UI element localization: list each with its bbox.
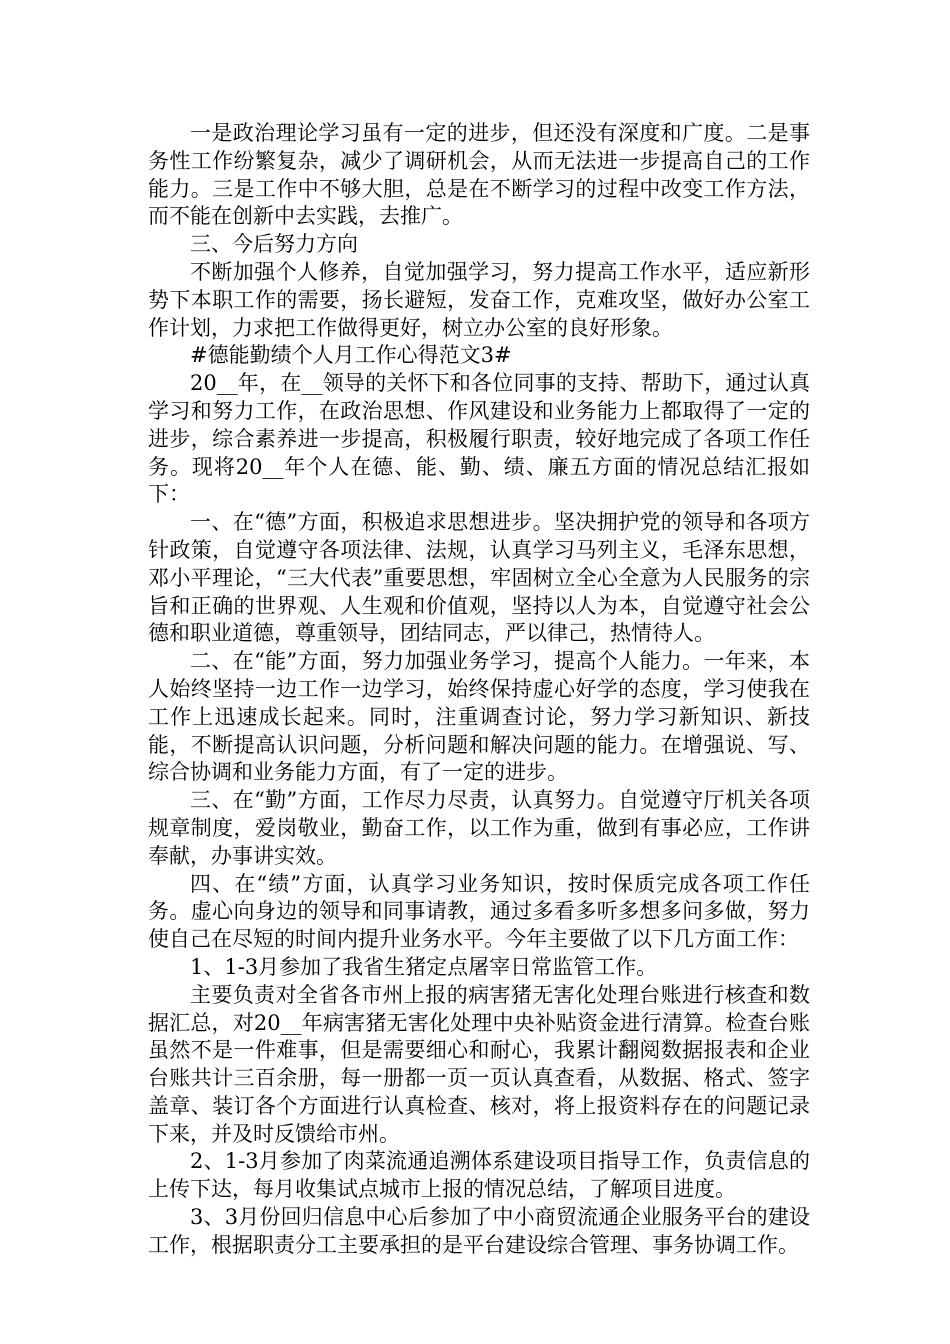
paragraph-qin: 三、在“勤”方面，工作尽力尽责，认真努力。自觉遵守厅机关各项规章制度，爱岗敬业，勤奋工作，以工作为重，做到有事必应，工作讲奉献，办事讲实效。 [148, 788, 810, 868]
paragraph-future-direction: 不断加强个人修养，自觉加强学习，努力提高工作水平，适应新形势下本职工作的需要，扬长避短，发奋工作，克难攻坚，做好办公室工作计划，力求把工作做得更好，树立办公室的良好形象。 [148, 259, 810, 340]
document-body [148, 120, 810, 1260]
paragraph-neng: 二、在“能”方面，努力加强业务学习，提高个人能力。一年来，本人始终坚持一边工作一边学习，始终保持虚心好学的态度，学习使我在工作上迅速成长起来。同时，注重调查讨论，努力学习新知识、新技能，不断提高认识问题，分析问题和解决问题的能力。在增强说、写、综合协调和业务能力方面，有了一定的进步。 [148, 649, 810, 785]
paragraph-item-1-detail: 主要负责对全省各市州上报的病害猪无害化处理台账进行核查和数据汇总，对20__年病害猪无害化处理中央补贴资金进行清算。检查台账虽然不是一件难事，但是需要细心和耐心，我累计翻阅数据报表和企业台账共计三百余册，每一册都一页一页认真查看，从数据、格式、签字盖章、装订各个方面进行认真检查、核对，将上报资料存在的问题记录下来，并及时反馈给市州。 [148, 982, 810, 1146]
list-item-2: 2、1-3月参加了肉菜流通追溯体系建设项目指导工作，负责信息的上传下达，每月收集试点城市上报的情况总结，了解项目进度。 [148, 1149, 810, 1202]
heading-future-direction: 三、今后努力方向 [190, 232, 358, 257]
paragraph-intro: 20__年，在__领导的关怀下和各位同事的支持、帮助下，通过认真学习和努力工作，在政治思想、作风建设和业务能力上都取得了一定的进步，综合素养进一步提高，积极履行职责，较好地完成了各项工作任务。现将20__年个人在德、能、勤、绩、廉五方面的情况总结汇报如下： [148, 371, 810, 507]
paragraph-de: 一、在“德”方面，积极追求思想进步。坚决拥护党的领导和各项方针政策，自觉遵守各项法律、法规，认真学习马列主义，毛泽东思想，邓小平理论，“三大代表”重要思想，牢固树立全心全意为人民服务的宗旨和正确的世界观、人生观和价值观，坚持以人为本，自觉遵守社会公德和职业道德，尊重领导，团结同志，严以律己，热情待人。 [148, 510, 810, 646]
paragraph-ji: 四、在“绩”方面，认真学习业务知识，按时保质完成各项工作任务。虚心向身边的领导和同事请教，通过多看多听多想多问多做，努力使自己在尽短的时间内提升业务水平。今年主要做了以下几方面工作： [148, 871, 810, 952]
list-item-3: 3、3月份回归信息中心后参加了中小商贸流通企业服务平台的建设工作，根据职责分工主要承担的是平台建设综合管理、事务协调工作。 [148, 1205, 810, 1257]
paragraph-shortcomings: 一是政治理论学习虽有一定的进步，但还没有深度和广度。二是事务性工作纷繁复杂，减少了调研机会，从而无法进一步提高自己的工作能力。三是工作中不够大胆，总是在不断学习的过程中改变工作方法，而不能在创新中去实践，去推广。 [148, 121, 810, 229]
heading-sample-3: #德能勤绩个人月工作心得范文3# [190, 343, 512, 368]
list-item-1: 1、1-3月参加了我省生猪定点屠宰日常监管工作。 [190, 954, 658, 979]
